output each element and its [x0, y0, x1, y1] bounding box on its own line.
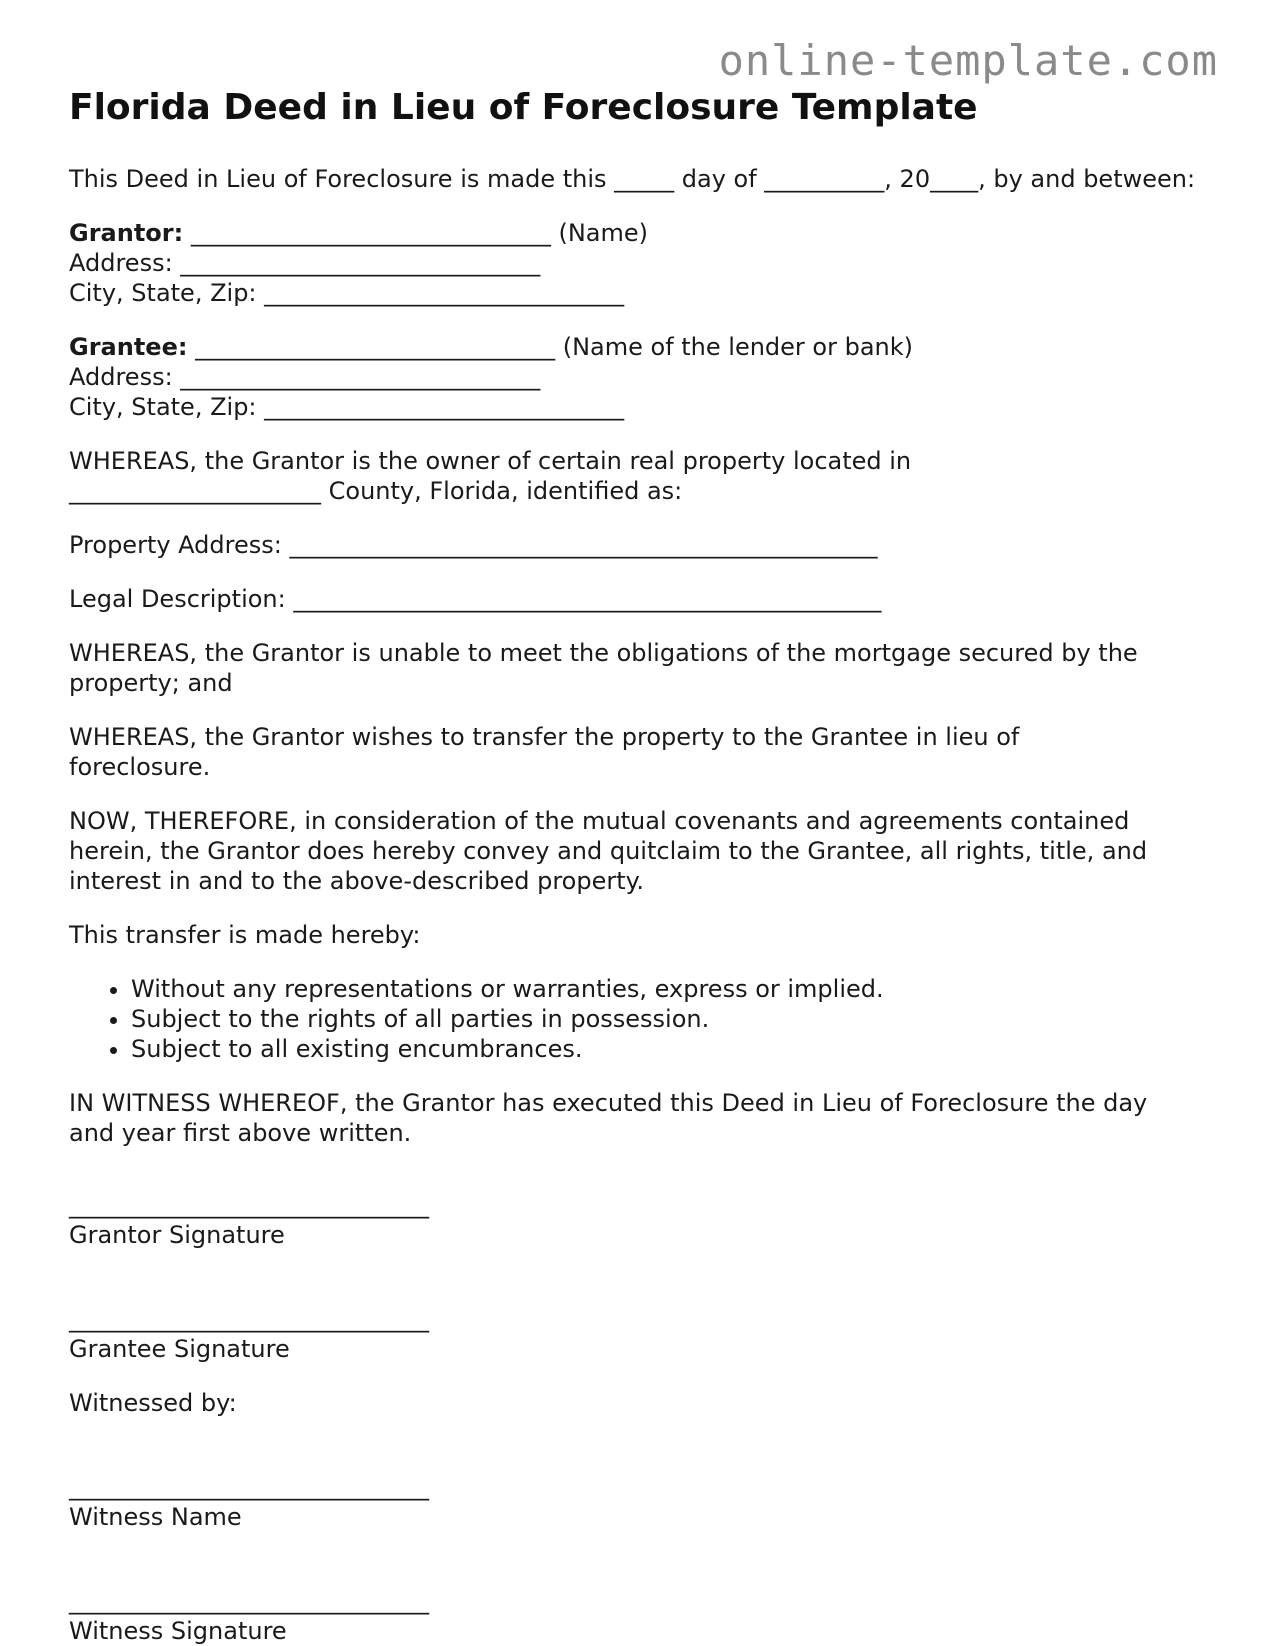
witness-signature-block [69, 1586, 1199, 1646]
grantor-signature-line: ______________________________ [69, 1191, 429, 1219]
grantee-label: Grantee: [69, 333, 188, 361]
watermark: online-template.com [718, 36, 1218, 85]
list-item: • Without any representations or warranties, express or implied. [131, 974, 1199, 1004]
legal-description-line: Legal Description: _________________________________________________ [69, 585, 882, 613]
deed-document [69, 86, 1199, 1646]
grantor-address-line: Address: ______________________________ [69, 249, 541, 277]
grantor-name-field: ______________________________ (Name) [183, 219, 649, 247]
grantee-name-line [69, 332, 1199, 362]
grantor-section [69, 218, 1199, 308]
grantee-city-line: City, State, Zip: ______________________________ [69, 393, 625, 421]
grantor-signature-label: Grantor Signature [69, 1221, 285, 1249]
now-therefore-paragraph: NOW, THEREFORE, in consideration of the mutual covenants and agreements contained herein, the Grantor does hereby convey and quitclaim to the Grantee, all rights, title, and interest in and to the above-described property. [69, 807, 1148, 895]
witness-signature-line: ______________________________ [69, 1587, 429, 1615]
whereas-unable-paragraph: WHEREAS, the Grantor is unable to meet the obligations of the mortgage secured by the property; and [69, 639, 1138, 697]
list-item: • Subject to the rights of all parties in possession. [131, 1004, 1199, 1034]
whereas-transfer-paragraph: WHEREAS, the Grantor wishes to transfer the property to the Grantee in lieu of foreclosure. [69, 723, 1020, 781]
document-title: Florida Deed in Lieu of Foreclosure Template [69, 87, 978, 128]
witness-name-block [69, 1472, 1199, 1532]
document-body [69, 164, 1199, 1646]
grantor-signature-block [69, 1190, 1199, 1250]
grantee-signature-line: ______________________________ [69, 1305, 429, 1333]
grantee-signature-block [69, 1304, 1199, 1364]
property-address-line: Property Address: _________________________________________________ [69, 531, 878, 559]
grantee-address-line: Address: ______________________________ [69, 363, 541, 391]
intro-paragraph: This Deed in Lieu of Foreclosure is made this _____ day of __________, 20____, by and between: [69, 165, 1196, 193]
grantee-section [69, 332, 1199, 422]
witness-name-label: Witness Name [69, 1503, 242, 1531]
grantor-label: Grantor: [69, 219, 184, 247]
witness-signature-label: Witness Signature [69, 1617, 287, 1645]
grantee-name-field: ______________________________ (Name of the lender or bank) [187, 333, 914, 361]
witness-name-line: ______________________________ [69, 1473, 429, 1501]
witnessed-by-label: Witnessed by: [69, 1389, 237, 1417]
witness-clause-paragraph: IN WITNESS WHEREOF, the Grantor has executed this Deed in Lieu of Foreclosure the day and year first above written. [69, 1089, 1148, 1147]
transfer-intro: This transfer is made hereby: [69, 921, 421, 949]
conditions-list [69, 974, 1199, 1064]
whereas-owner-paragraph: WHEREAS, the Grantor is the owner of certain real property located in _____________________ County, Florida, identified as: [69, 447, 912, 505]
grantee-signature-label: Grantee Signature [69, 1335, 290, 1363]
list-item: • Subject to all existing encumbrances. [131, 1034, 1199, 1064]
grantor-name-line [69, 218, 1199, 248]
grantor-city-line: City, State, Zip: ______________________________ [69, 279, 625, 307]
